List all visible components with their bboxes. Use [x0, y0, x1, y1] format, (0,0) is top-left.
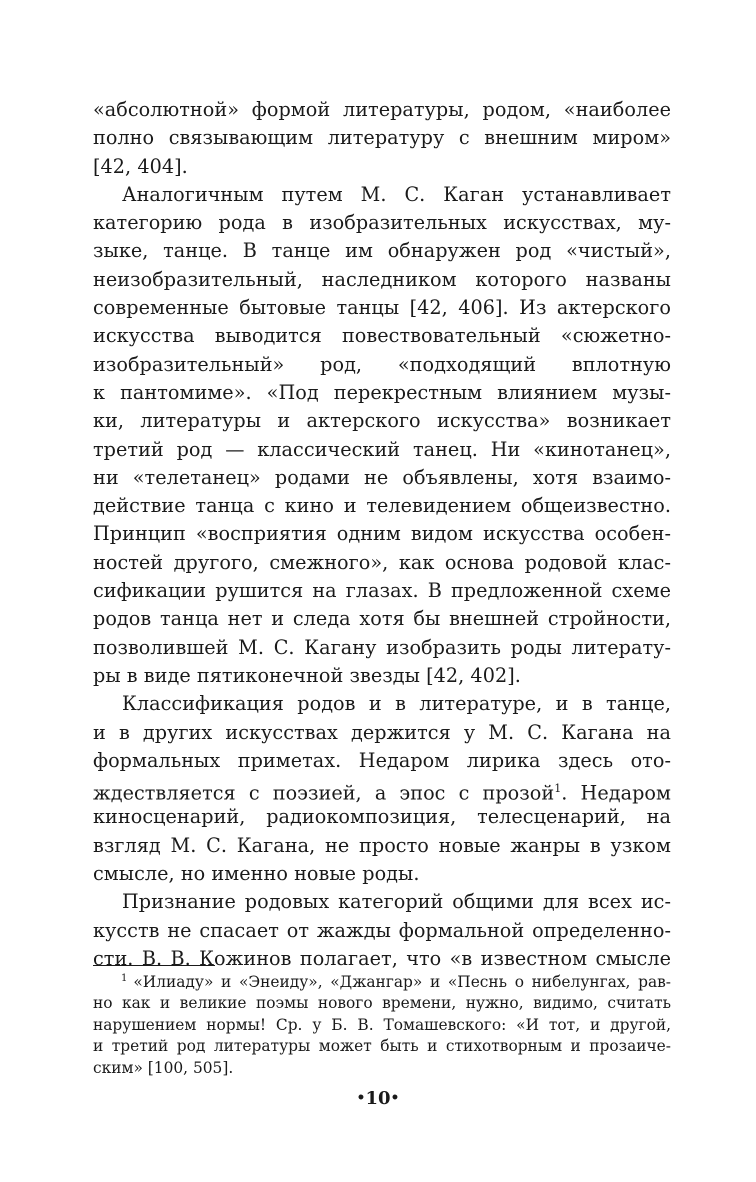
text-line: родов танца нет и следа хотя бы внешней стройности, — [93, 607, 671, 631]
text-line: Признание родовых категорий общими для всех ис- — [122, 890, 671, 914]
text-line: к пантомиме». «Под перекрестным влиянием музы- — [93, 380, 671, 404]
footnote-reference[interactable]: 1 — [554, 782, 562, 796]
text-line-with-footnote — [93, 775, 671, 803]
text-line: третий род — классический танец. Ни «кинотанец», — [93, 437, 671, 461]
text-line: категорию рода в изобразительных искусствах, му- — [93, 211, 671, 235]
body-text — [93, 96, 671, 973]
footnote — [93, 972, 671, 1079]
text-line: Принцип «восприятия одним видом искусства особен- — [93, 522, 671, 546]
text-line: действие танца с кино и телевидением общеизвестно. — [93, 494, 671, 518]
text-line: сификации рушится на глазах. В предложенной схеме — [93, 579, 671, 603]
text-line: искусства выводится повествовательный «сюжетно- — [93, 324, 671, 348]
text-line: зыке, танце. В танце им обнаружен род «чистый», — [93, 239, 671, 263]
text-line: современные бытовые танцы [42, 406]. Из актерского — [93, 296, 671, 320]
text-line: Аналогичным путем М. С. Каган устанавливает — [122, 182, 671, 206]
footnote-line — [93, 972, 671, 993]
page-number-value: 10 — [365, 1088, 391, 1109]
text-line: [42, 404]. — [93, 154, 188, 178]
text-line: киносценарий, радиокомпозиция, телесценарий, на — [93, 805, 671, 829]
text-line: смысле, но именно новые роды. — [93, 862, 420, 886]
text-line: позволившей М. С. Кагану изобразить роды литерату- — [93, 635, 671, 659]
folio-bullet-left: • — [356, 1090, 366, 1106]
text-line: взгляд М. С. Кагана, не просто новые жанры в узком — [93, 833, 671, 857]
text-line: полно связывающим литературу с внешним миром» — [93, 126, 671, 150]
text-fragment: . Недаром — [561, 781, 671, 805]
text-line: и в других искусствах держится у М. С. Кагана на — [93, 720, 671, 744]
text-line: Классификация родов и в литературе, и в танце, — [122, 692, 671, 716]
footnote-line: нарушением нормы! Ср. у Б. В. Томашевского: «И тот, и другой, — [93, 1015, 671, 1034]
text-line: формальных приметах. Недаром лирика здесь ото- — [93, 748, 671, 772]
text-line: ни «телетанец» родами не объявлены, хотя взаимо- — [93, 465, 671, 489]
footnote-line: ским» [100, 505]. — [93, 1058, 234, 1077]
text-line: «абсолютной» формой литературы, родом, «наиболее — [93, 98, 671, 121]
footnote-marker: 1 — [121, 972, 128, 984]
text-line: ки, литературы и актерского искусства» возникает — [93, 409, 671, 433]
text-line: изобразительный» род, «подходящий вплотную — [93, 352, 671, 376]
text-line: кусств не спасает от жажды формальной определенно- — [93, 918, 671, 942]
footnote-line: но как и великие поэмы нового времени, нужно, видимо, считать — [93, 994, 671, 1013]
text-line: ностей другого, смежного», как основа родовой клас- — [93, 550, 671, 574]
folio-bullet-right: • — [390, 1090, 400, 1106]
footnote-divider — [93, 965, 215, 966]
text-line: неизобразительный, наследником которого названы — [93, 267, 671, 291]
footnote-line: и третий род литературы может быть и стихотворным и прозаиче- — [93, 1037, 671, 1056]
text-line: ры в виде пятиконечной звезды [42, 402]. — [93, 663, 521, 687]
page-number — [0, 1088, 756, 1109]
footnote-text: «Илиаду» и «Энеиду», «Джангар» и «Песнь о нибелунгах, рав- — [133, 973, 671, 991]
text-fragment: ждествляется с поэзией, а эпос с прозой — [93, 781, 555, 805]
text-line: сти. В. В. Кожинов полагает, что «в известном смысле — [93, 946, 671, 970]
